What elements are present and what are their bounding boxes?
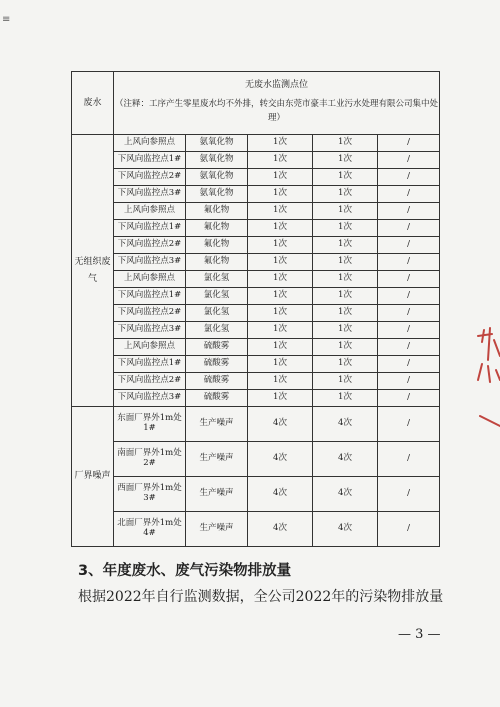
wastewater-cell (114, 72, 440, 135)
remark-cell: / (378, 169, 440, 186)
pollutant-cell: 硫酸雾 (186, 356, 248, 373)
frequency-cell: 1次 (313, 237, 378, 254)
pollutant-cell: 氨氧化物 (186, 169, 248, 186)
gas-row (72, 220, 440, 237)
remark-cell: / (378, 373, 440, 390)
point-cell: 下风向监控点1# (114, 220, 186, 237)
frequency-cell: 1次 (248, 152, 313, 169)
body-text: 根据2022年自行监测数据，全公司2022年的污染物排放量 (78, 589, 444, 605)
frequency-cell: 1次 (313, 220, 378, 237)
point-cell: 上风向参照点 (114, 339, 186, 356)
page-edge-mark: ≡ (2, 14, 11, 25)
gas-row (72, 271, 440, 288)
pollutant-cell: 氟化物 (186, 220, 248, 237)
wastewater-row (72, 72, 440, 135)
pollutant-cell: 生产噪声 (186, 407, 248, 442)
pollutant-cell: 硫酸雾 (186, 390, 248, 407)
gas-row (72, 356, 440, 373)
point-cell: 东面厂界外1m处1# (114, 407, 186, 442)
point-cell: 下风向监控点1# (114, 356, 186, 373)
frequency-cell: 1次 (248, 237, 313, 254)
gas-row (72, 135, 440, 152)
point-cell: 下风向监控点3# (114, 390, 186, 407)
frequency-cell: 4次 (313, 512, 378, 547)
point-cell: 下风向监控点3# (114, 254, 186, 271)
frequency-cell: 1次 (313, 305, 378, 322)
gas-row (72, 339, 440, 356)
frequency-cell: 1次 (248, 339, 313, 356)
noise-row (72, 477, 440, 512)
pollutant-cell: 氯化氢 (186, 305, 248, 322)
frequency-cell: 4次 (248, 477, 313, 512)
point-cell: 上风向参照点 (114, 203, 186, 220)
gas-row (72, 169, 440, 186)
pollutant-cell: 硫酸雾 (186, 373, 248, 390)
pollutant-cell: 氟化物 (186, 203, 248, 220)
frequency-cell: 1次 (248, 169, 313, 186)
pollutant-cell: 硫酸雾 (186, 339, 248, 356)
remark-cell: / (378, 322, 440, 339)
pollutant-cell: 氟化物 (186, 237, 248, 254)
category-gas: 无组织废气 (72, 135, 114, 407)
pollutant-cell: 生产噪声 (186, 442, 248, 477)
point-cell: 上风向参照点 (114, 135, 186, 152)
pollutant-cell: 氯化氢 (186, 322, 248, 339)
category-noise: 厂界噪声 (72, 407, 114, 547)
gas-row (72, 373, 440, 390)
frequency-cell: 4次 (248, 512, 313, 547)
frequency-cell: 1次 (248, 135, 313, 152)
gas-row (72, 152, 440, 169)
point-cell: 上风向参照点 (114, 271, 186, 288)
frequency-cell: 1次 (248, 356, 313, 373)
frequency-cell: 1次 (313, 373, 378, 390)
noise-row (72, 407, 440, 442)
frequency-cell: 1次 (313, 186, 378, 203)
remark-cell: / (378, 339, 440, 356)
gas-row (72, 288, 440, 305)
pollutant-cell: 氯化氢 (186, 271, 248, 288)
remark-cell: / (378, 135, 440, 152)
red-stamp-fragment (470, 320, 500, 440)
frequency-cell: 1次 (313, 169, 378, 186)
point-cell: 下风向监控点2# (114, 373, 186, 390)
remark-cell: / (378, 186, 440, 203)
remark-cell: / (378, 407, 440, 442)
remark-cell: / (378, 356, 440, 373)
frequency-cell: 4次 (313, 477, 378, 512)
point-cell: 下风向监控点2# (114, 169, 186, 186)
frequency-cell: 1次 (313, 390, 378, 407)
frequency-cell: 1次 (313, 339, 378, 356)
frequency-cell: 1次 (248, 203, 313, 220)
frequency-cell: 1次 (313, 135, 378, 152)
pollutant-cell: 氟化物 (186, 254, 248, 271)
remark-cell: / (378, 305, 440, 322)
remark-cell: / (378, 220, 440, 237)
gas-row (72, 203, 440, 220)
frequency-cell: 1次 (248, 186, 313, 203)
gas-row (72, 237, 440, 254)
remark-cell: / (378, 237, 440, 254)
frequency-cell: 1次 (313, 152, 378, 169)
frequency-cell: 1次 (248, 288, 313, 305)
frequency-cell: 1次 (248, 220, 313, 237)
frequency-cell: 1次 (248, 373, 313, 390)
remark-cell: / (378, 512, 440, 547)
gas-row (72, 322, 440, 339)
remark-cell: / (378, 390, 440, 407)
monitoring-table (71, 71, 440, 547)
remark-cell: / (378, 477, 440, 512)
category-wastewater: 废水 (72, 72, 114, 135)
page-number: — 3 — (398, 627, 441, 642)
frequency-cell: 1次 (313, 322, 378, 339)
gas-row (72, 305, 440, 322)
pollutant-cell: 生产噪声 (186, 477, 248, 512)
frequency-cell: 4次 (313, 442, 378, 477)
frequency-cell: 4次 (248, 442, 313, 477)
frequency-cell: 1次 (313, 254, 378, 271)
gas-row (72, 186, 440, 203)
noise-row (72, 512, 440, 547)
point-cell: 下风向监控点3# (114, 322, 186, 339)
point-cell: 下风向监控点1# (114, 152, 186, 169)
point-cell: 下风向监控点2# (114, 305, 186, 322)
point-cell: 南面厂界外1m处2# (114, 442, 186, 477)
point-cell: 下风向监控点2# (114, 237, 186, 254)
wastewater-note: （注释：工序产生零星废水均不外排，转交由东莞市豪丰工业污水处理有限公司集中处理） (115, 98, 439, 124)
remark-cell: / (378, 288, 440, 305)
frequency-cell: 1次 (248, 271, 313, 288)
point-cell: 西面厂界外1m处3# (114, 477, 186, 512)
pollutant-cell: 生产噪声 (186, 512, 248, 547)
remark-cell: / (378, 203, 440, 220)
frequency-cell: 1次 (248, 322, 313, 339)
frequency-cell: 1次 (248, 254, 313, 271)
remark-cell: / (378, 254, 440, 271)
frequency-cell: 4次 (248, 407, 313, 442)
point-cell: 下风向监控点3# (114, 186, 186, 203)
remark-cell: / (378, 442, 440, 477)
pollutant-cell: 氨氧化物 (186, 135, 248, 152)
frequency-cell: 1次 (313, 203, 378, 220)
remark-cell: / (378, 271, 440, 288)
pollutant-cell: 氨氧化物 (186, 152, 248, 169)
frequency-cell: 1次 (248, 305, 313, 322)
gas-row (72, 390, 440, 407)
noise-row (72, 442, 440, 477)
frequency-cell: 1次 (313, 356, 378, 373)
point-cell: 下风向监控点1# (114, 288, 186, 305)
frequency-cell: 1次 (313, 288, 378, 305)
gas-row (72, 254, 440, 271)
frequency-cell: 1次 (248, 390, 313, 407)
pollutant-cell: 氨氧化物 (186, 186, 248, 203)
frequency-cell: 4次 (313, 407, 378, 442)
section-heading: 3、年度废水、废气污染物排放量 (78, 563, 292, 579)
pollutant-cell: 氯化氢 (186, 288, 248, 305)
frequency-cell: 1次 (313, 271, 378, 288)
wastewater-title: 无废水监测点位 (245, 80, 309, 91)
remark-cell: / (378, 152, 440, 169)
point-cell: 北面厂界外1m处4# (114, 512, 186, 547)
